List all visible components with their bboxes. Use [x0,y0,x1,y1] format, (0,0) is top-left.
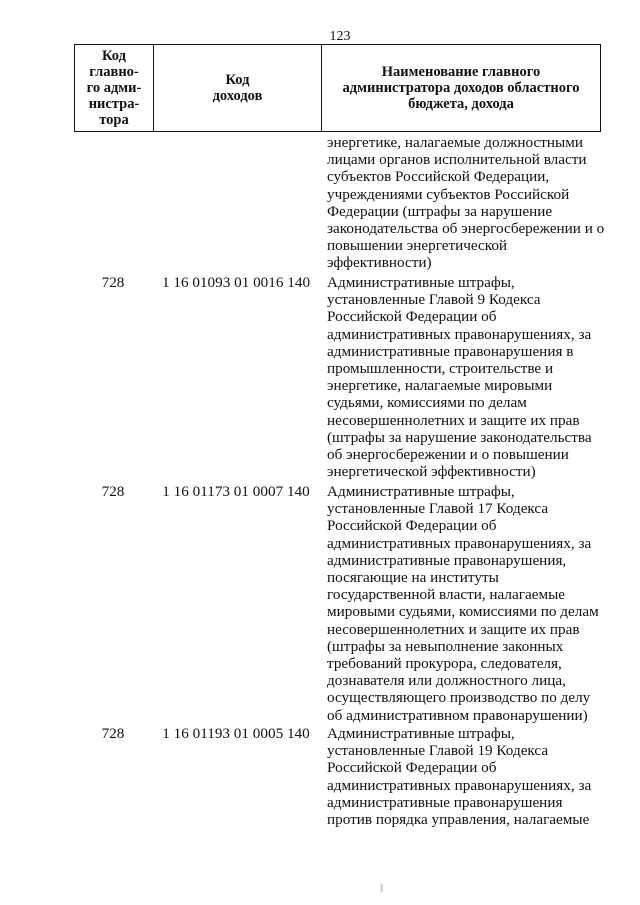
header-income-code: Код доходов [153,45,321,131]
description-cell: Административные штрафы, установленные Главой 19 Кодекса Российской Федерации об административных правонарушениях, за административные правонарушения против порядка управления, налагаемые [327,725,592,829]
admin-code-cell: 728 [101,274,125,291]
scan-artifact [380,884,383,892]
income-code-cell: 1 16 01093 01 0016 140 [161,274,311,291]
description-cell: Административные штрафы, установленные Главой 17 Кодекса Российской Федерации об административных правонарушениях, за административные правонарушения, посягающие на институты государственной власти, налагаемые мировыми судьями, комиссиями по делам несовершеннолетних и защите их прав (штрафы за невыполнение законных требований прокурора, следователя, дознавателя или должностного лица, осуществляющего производство по делу об административном правонарушении) [327,483,599,724]
page-number: 123 [329,29,351,44]
header-admin-code: Код главно- го адми- нистра- тора [86,48,142,128]
admin-code-cell: 728 [101,483,125,500]
table-header [74,44,601,132]
income-code-cell: 1 16 01173 01 0007 140 [162,483,310,500]
income-code-cell: 1 16 01193 01 0005 140 [162,725,310,742]
continued-description: энергетике, налагаемые должностными лицами органов исполнительной власти субъектов Российской Федерации, учреждениями субъектов Российской Федерации (штрафы за нарушение законодательства об энергосбережении и о повышении энергетической эффективности) [327,134,605,272]
admin-code-cell: 728 [101,725,125,742]
description-cell: Административные штрафы, установленные Главой 9 Кодекса Российской Федерации об административных правонарушениях, за административные правонарушения в промышленности, строительстве и энергетике, налагаемые мировыми судьями, комиссиями по делам несовершеннолетних и защите их прав (штрафы за нарушение законодательства об энергосбережении и о повышении энергетической эффективности) [327,274,592,481]
header-name: Наименование главного администратора доходов областного бюджета, дохода [321,45,600,131]
